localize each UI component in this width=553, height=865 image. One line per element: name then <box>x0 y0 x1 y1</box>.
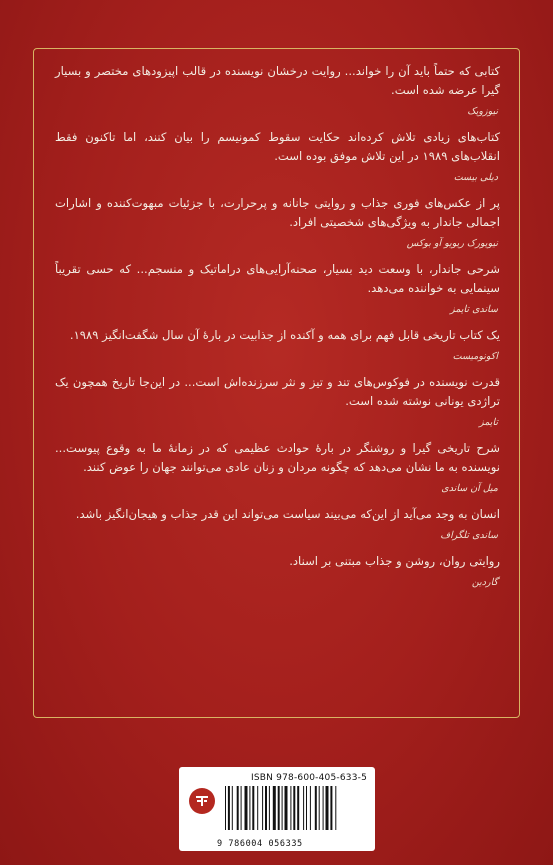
isbn-text: ISBN 978-600-405-633-5 <box>251 773 367 783</box>
publisher-logo-icon <box>189 788 215 814</box>
reviews-block <box>55 62 500 599</box>
barcode-bars <box>225 786 367 838</box>
review-source: ساندی تلگراف <box>440 530 498 541</box>
review-source: ساندی تایمز <box>450 304 498 315</box>
review-quote: کتاب‌های زیادی تلاش کرده‌اند حکایت سقوط کمونیسم را بیان کنند، اما تاکنون فقط انقلاب‌های ۱۹۸۹ در این تلاش موفق بوده است. <box>55 130 500 163</box>
review-source: گاردین <box>471 577 498 588</box>
review-quote: قدرت نویسنده در فوکوس‌های تند و تیز و نثر سرزنده‌اش است... در این‌جا تاریخ همچون یک تراژدی یونانی نوشته شده است. <box>55 375 500 408</box>
review-source: تایمز <box>479 417 498 428</box>
review-quote: یک کتاب تاریخی قابل فهم برای همه و آکنده از جذابیت در بارهٔ آن سال شگفت‌انگیز ۱۹۸۹. <box>69 328 500 342</box>
barcode-label <box>179 767 375 851</box>
review-quote: روایتی روان، روشن و جذاب مبتنی بر اسناد. <box>289 554 500 568</box>
barcode-number: 9 786004 056335 <box>217 839 303 849</box>
review-quote: شرح تاریخی گیرا و روشنگر در بارهٔ حوادث عظیمی که در زمانهٔ ما به وقوع پیوست... نویسنده به ما نشان می‌دهد که چگونه مردان و زنان عادی می‌توانند جهان را عوض کنند. <box>55 441 500 474</box>
review-quote: انسان به وجد می‌آید از این‌که می‌بیند سیاست می‌تواند این قدر جذاب و هیجان‌انگیز باشد. <box>75 507 500 521</box>
review-quote: پر از عکس‌های فوری جذاب و روایتی جانانه و پرحرارت، با جزئیات مبهوت‌کننده و اشارات اجمالی جاندار به ویژگی‌های شخصیتی افراد. <box>55 196 500 229</box>
review-quote: شرحی جاندار، با وسعت دید بسیار، صحنه‌آرایی‌های دراماتیک و منسجم... که حسی تقریباً سینمایی به خواننده می‌دهد. <box>55 262 500 295</box>
review-source: اکونومیست <box>452 351 498 362</box>
review-quote: کتابی که حتماً باید آن را خواند... روایت درخشان نویسنده در قالب اپیزودهای مختصر و بسیار گیرا عرضه شده است. <box>55 64 500 97</box>
review-source: نیوزویک <box>467 106 498 117</box>
review-source: دیلی بیست <box>453 172 498 183</box>
review-source: نیویورک ریویو آو بوکس <box>406 238 498 249</box>
review-source: میل آن ساندی <box>441 483 498 494</box>
